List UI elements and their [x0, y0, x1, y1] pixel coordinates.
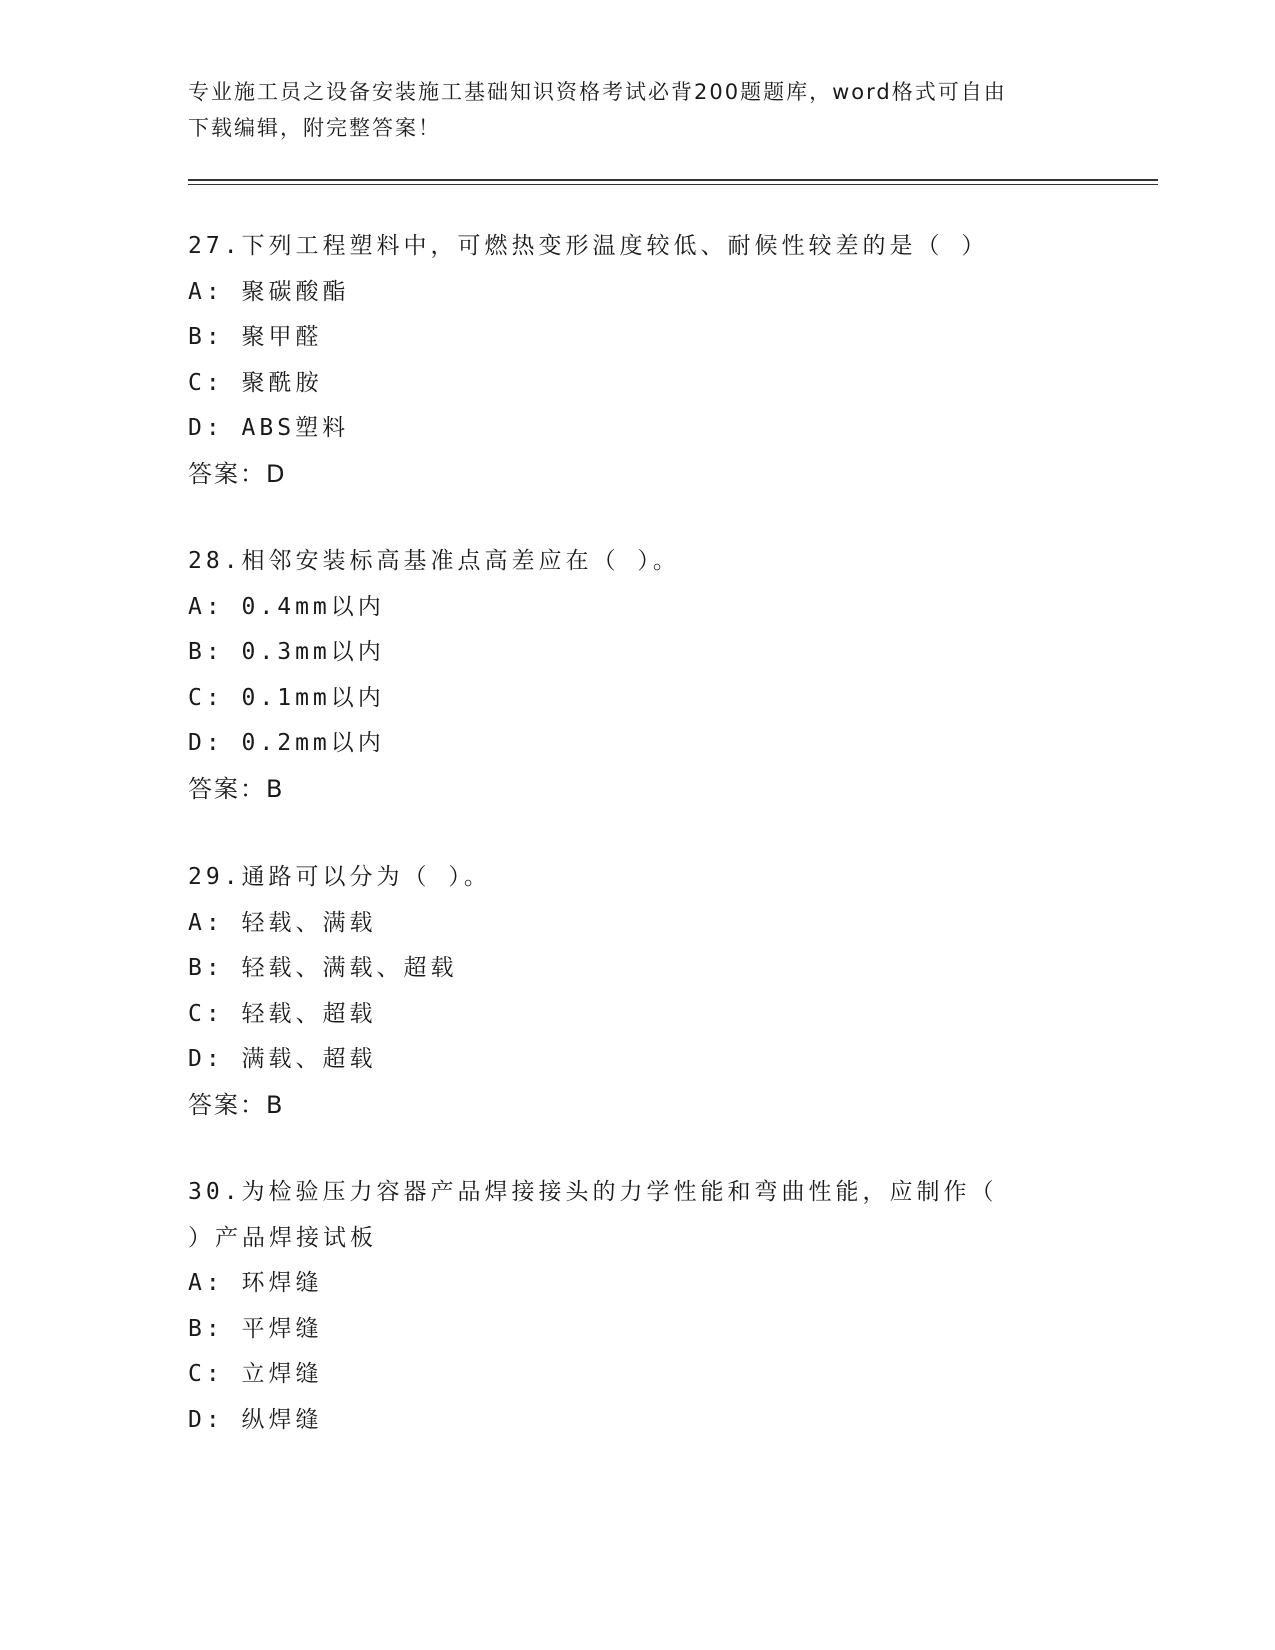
question-28 — [188, 539, 1088, 813]
option-c: C: 轻载、超载 — [188, 1000, 377, 1027]
option-a: A: 0.4mm以内 — [188, 593, 385, 620]
header-title-line-2: 下载编辑，附完整答案！ — [188, 116, 441, 140]
question-stem: 28.相邻安装标高基准点高差应在（ ）。 — [188, 548, 680, 574]
question-stem-line-2: ）产品焊接试板 — [188, 1224, 377, 1251]
option-d: D: ABS塑料 — [188, 415, 350, 442]
answer-label: 答案：D — [188, 459, 287, 488]
option-d: D: 0.2mm以内 — [188, 730, 385, 757]
question-stem: 29.通路可以分为（ ）。 — [188, 864, 491, 890]
question-30 — [188, 1170, 1088, 1444]
option-d: D: 满载、超载 — [188, 1046, 377, 1073]
question-stem: 27.下列工程塑料中，可燃热变形温度较低、耐候性较差的是（ ） — [188, 233, 989, 259]
option-c: C: 立焊缝 — [188, 1361, 323, 1388]
question-stem-line-1: 30.为检验压力容器产品焊接接头的力学性能和弯曲性能，应制作（ — [188, 1179, 998, 1205]
header-title-line-1: 专业施工员之设备安装施工基础知识资格考试必背200题题库，word格式可自由 — [188, 80, 1007, 104]
option-a: A: 环焊缝 — [188, 1270, 323, 1297]
answer-label: 答案：B — [188, 1090, 285, 1119]
header-divider-thin — [188, 184, 1158, 185]
option-a: A: 聚碳酸酯 — [188, 278, 350, 305]
option-d: D: 纵焊缝 — [188, 1406, 323, 1433]
option-a: A: 轻载、满载 — [188, 909, 377, 936]
option-b: B: 聚甲醛 — [188, 324, 323, 351]
header-divider-thick — [188, 179, 1158, 181]
question-29 — [188, 855, 1088, 1129]
option-c: C: 0.1mm以内 — [188, 684, 385, 711]
option-b: B: 0.3mm以内 — [188, 639, 385, 666]
option-b: B: 轻载、满载、超载 — [188, 955, 458, 982]
option-b: B: 平焊缝 — [188, 1315, 323, 1342]
option-c: C: 聚酰胺 — [188, 369, 323, 396]
question-27 — [188, 224, 1088, 498]
document-header — [188, 74, 1088, 146]
answer-label: 答案：B — [188, 774, 285, 803]
